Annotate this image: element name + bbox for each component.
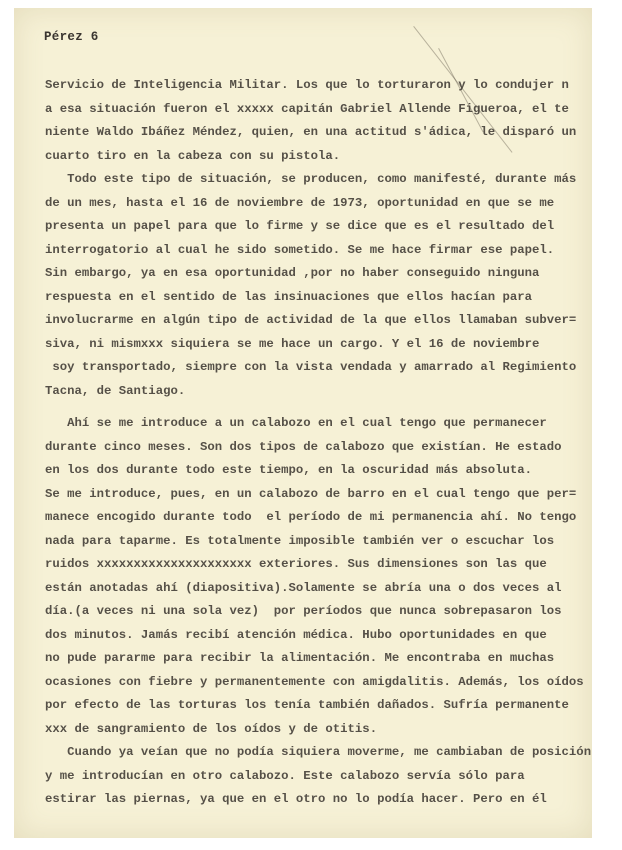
text-line: ocasiones con fiebre y permanentemente con amigdalitis. Además, los oídos [45, 674, 584, 689]
text-line: involucrarme en algún tipo de actividad de la que ellos llamaban subver= [45, 313, 577, 327]
text-line: dos minutos. Jamás recibí atención médica. Hubo oportunidades en que [45, 627, 547, 642]
text-line: Tacna, de Santiago. [45, 383, 186, 398]
document-page [14, 8, 592, 838]
text-line: a esa situación fueron el xxxxx capitán Gabriel Allende Figueroa, el te [45, 101, 569, 116]
text-line: Sin embargo, ya en esa oportunidad ,por no haber conseguido ninguna [45, 266, 540, 280]
text-line: nada para taparme. Es totalmente imposible también ver o escuchar los [45, 533, 555, 548]
text-line: Ahí se me introduce a un calabozo en el cual tengo que permanecer [45, 416, 547, 430]
text-line: cuarto tiro en la cabeza con su pistola. [45, 148, 341, 163]
text-line: estirar las piernas, ya que en el otro no lo podía hacer. Pero en él [45, 792, 547, 806]
text-line: Todo este tipo de situación, se producen, como manifesté, durante más [45, 172, 577, 186]
text-line: niente Waldo Ibáñez Méndez, quien, en una actitud s'ádica, le disparó un [45, 125, 577, 139]
text-line: están anotadas ahí (diapositiva).Solamente se abría una o dos veces al [45, 580, 562, 595]
text-line: Cuando ya veían que no podía siquiera moverme, me cambiaban de posición [45, 745, 592, 759]
text-line: xxx de sangramiento de los oídos y de otitis. [45, 721, 378, 736]
text-line: presenta un papel para que lo firme y se dice que es el resultado del [45, 219, 555, 233]
text-line: ruidos xxxxxxxxxxxxxxxxxxxxx exteriores. Sus dimensiones son las que [45, 557, 547, 571]
text-line: respuesta en el sentido de las insinuaciones que ellos hacían para [45, 289, 533, 304]
text-line: siva, ni mismxxx siquiera se me hace un cargo. Y el 16 de noviembre [45, 336, 540, 351]
text-line: manece encogido durante todo el período de mi permanencia ahí. No tengo [45, 510, 577, 524]
text-line: soy transportado, siempre con la vista vendada y amarrado al Regimiento [45, 360, 577, 374]
text-line: día.(a veces ni una sola vez) por períodos que nunca sobrepasaron los [45, 604, 562, 618]
page-header: Pérez 6 [44, 30, 99, 44]
text-line: Se me introduce, pues, en un calabozo de barro en el cual tengo que per= [45, 486, 577, 501]
paragraph-gap [45, 403, 592, 412]
document-body [45, 74, 592, 812]
text-line: y me introducían en otro calabozo. Este calabozo servía sólo para [45, 768, 525, 783]
text-line: durante cinco meses. Son dos tipos de calabozo que existían. He estado [45, 439, 562, 454]
text-line: Servicio de Inteligencia Militar. Los que lo torturaron y lo condujer n [45, 78, 569, 92]
text-line: en los dos durante todo este tiempo, en la oscuridad más absoluta. [45, 463, 533, 477]
text-line: no pude pararme para recibir la alimentación. Me encontraba en muchas [45, 651, 555, 665]
text-line: de un mes, hasta el 16 de noviembre de 1973, oportunidad en que se me [45, 195, 555, 210]
text-line: interrogatorio al cual he sido sometido. Se me hace firmar ese papel. [45, 242, 555, 257]
text-line: por efecto de las torturas los tenía también dañados. Sufría permanente [45, 698, 569, 712]
